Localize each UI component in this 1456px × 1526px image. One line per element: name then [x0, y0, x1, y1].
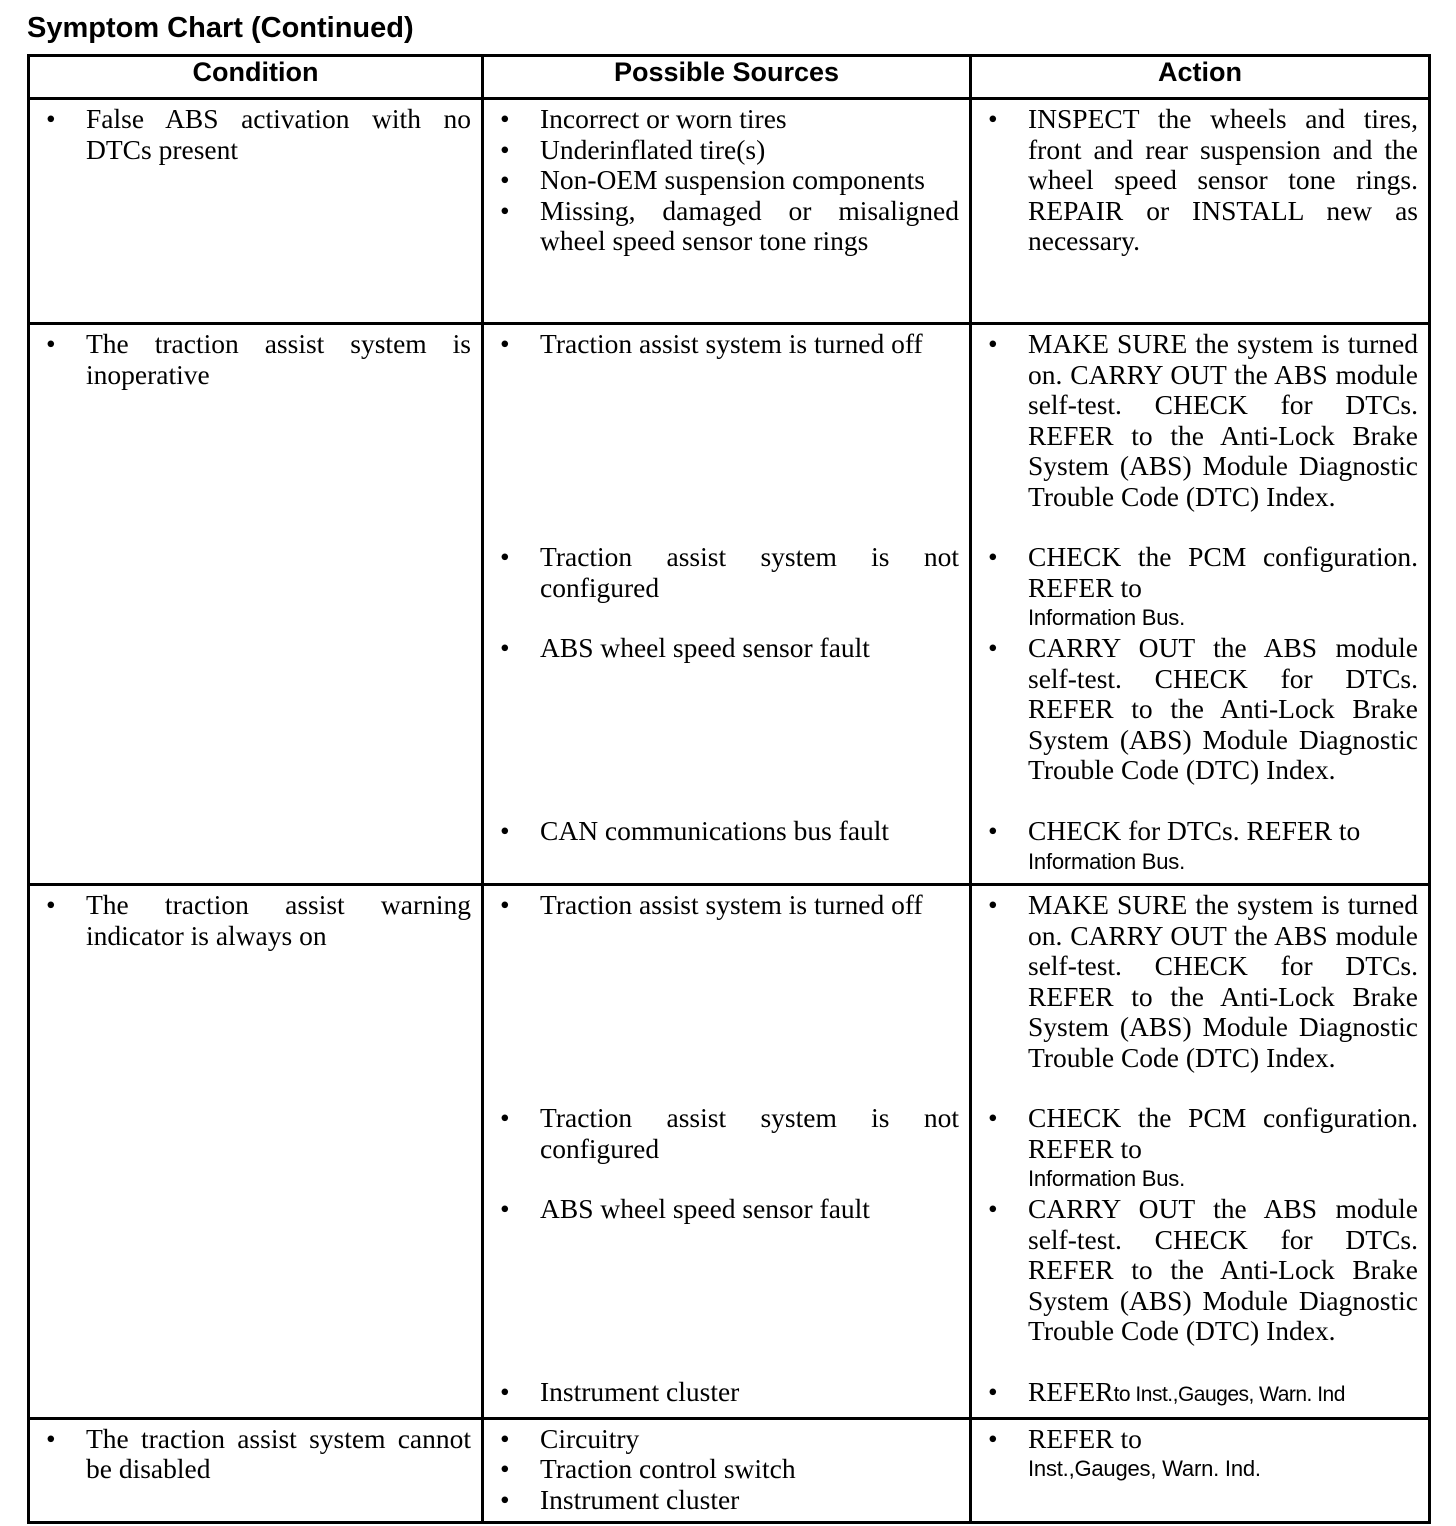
- bullet: •: [500, 1193, 510, 1224]
- bullet: •: [46, 889, 56, 920]
- bullet: •: [988, 541, 998, 572]
- condition-cell: [29, 1418, 483, 1523]
- header-action: Action: [971, 56, 1430, 99]
- bullet: •: [988, 1376, 998, 1407]
- bullet: •: [988, 1193, 998, 1224]
- bullet: •: [500, 164, 510, 195]
- bullet: •: [988, 889, 998, 920]
- source-text: Instrument cluster: [540, 1483, 740, 1515]
- action-text: INSPECT the wheels and tires, front and rear suspension and the wheel speed sensor tone rings. REPAIR or INSTALL new as necessary.: [1028, 103, 1418, 256]
- table-row: [29, 1418, 1430, 1523]
- action-reference-link[interactable]: Inst.,Gauges, Warn. Ind.: [1028, 1456, 1261, 1481]
- bullet: •: [500, 632, 510, 663]
- bullet: •: [500, 1422, 510, 1454]
- source-text: Traction control switch: [540, 1453, 796, 1484]
- bullet: •: [988, 632, 998, 663]
- condition-text: False ABS activation with no DTCs present: [86, 103, 471, 165]
- action-text: CHECK the PCM configuration. REFER to: [1028, 1102, 1418, 1164]
- sources-cell: [483, 99, 971, 324]
- table-row: [29, 885, 1430, 1419]
- action-cell: [971, 99, 1430, 324]
- source-text: Incorrect or worn tires: [540, 103, 787, 134]
- action-text: REFER: [1028, 1376, 1114, 1407]
- bullet: •: [500, 103, 510, 134]
- source-text: Traction assist system is turned off: [540, 328, 923, 359]
- source-text: Underinflated tire(s): [540, 133, 766, 165]
- condition-cell: [29, 885, 483, 1419]
- condition-text: The traction assist system is inoperative: [86, 328, 471, 390]
- source-text: Instrument cluster: [540, 1376, 740, 1407]
- source-text: ABS wheel speed sensor fault: [540, 632, 870, 663]
- bullet: •: [988, 815, 998, 846]
- condition-cell: [29, 99, 483, 324]
- bullet: •: [500, 541, 510, 572]
- action-text: REFER to: [1028, 1422, 1142, 1454]
- bullet: •: [46, 328, 56, 359]
- condition-cell: [29, 324, 483, 885]
- source-text: Traction assist system is not configured: [540, 541, 959, 603]
- bullet: •: [500, 815, 510, 846]
- header-possible-sources: Possible Sources: [483, 56, 971, 99]
- action-text: MAKE SURE the system is turned on. CARRY OUT the ABS module self-test. CHECK for DTCs. REFER to the Anti-Lock Brake System (ABS) Module Diagnostic Trouble Code (DTC) Index.: [1028, 328, 1418, 512]
- action-cell: [971, 1418, 1430, 1523]
- action-text: MAKE SURE the system is turned on. CARRY OUT the ABS module self-test. CHECK for DTCs. REFER to the Anti-Lock Brake System (ABS) Module Diagnostic Trouble Code (DTC) Index.: [1028, 889, 1418, 1073]
- condition-text: The traction assist warning indicator is always on: [86, 889, 471, 951]
- header-row: [29, 56, 1430, 99]
- page-title: Symptom Chart (Continued): [27, 12, 414, 44]
- bullet: •: [988, 1102, 998, 1133]
- action-text: CHECK the PCM configuration. REFER to: [1028, 541, 1418, 603]
- action-text: CARRY OUT the ABS module self-test. CHECK for DTCs. REFER to the Anti-Lock Brake System (ABS) Module Diagnostic Trouble Code (DTC) Index.: [1028, 1193, 1418, 1346]
- action-reference-link[interactable]: Information Bus.: [1028, 1166, 1185, 1191]
- bullet: •: [500, 889, 510, 920]
- source-text: Circuitry: [540, 1422, 640, 1454]
- sources-cell: [483, 324, 971, 885]
- action-cell: [971, 324, 1430, 885]
- action-text: CARRY OUT the ABS module self-test. CHECK for DTCs. REFER to the Anti-Lock Brake System (ABS) Module Diagnostic Trouble Code (DTC) Index.: [1028, 632, 1418, 785]
- source-text: Missing, damaged or misaligned wheel speed sensor tone rings: [540, 194, 959, 256]
- bullet: •: [500, 194, 510, 226]
- action-reference-link[interactable]: to Inst.,Gauges, Warn. Ind: [1113, 1383, 1345, 1406]
- bullet: •: [988, 103, 998, 134]
- header-condition: Condition: [29, 56, 483, 99]
- bullet: •: [500, 133, 510, 165]
- action-reference-link[interactable]: Information Bus.: [1028, 848, 1185, 874]
- bullet: •: [500, 1483, 510, 1515]
- action-cell: [971, 885, 1430, 1419]
- source-text: Non-OEM suspension components: [540, 164, 925, 195]
- source-text: Traction assist system is not configured: [540, 1102, 959, 1164]
- bullet: •: [500, 1453, 510, 1484]
- symptom-chart-table: [27, 54, 1431, 1524]
- bullet: •: [988, 1422, 998, 1454]
- bullet: •: [46, 103, 56, 134]
- bullet: •: [500, 328, 510, 359]
- bullet: •: [500, 1102, 510, 1133]
- table-row: [29, 324, 1430, 885]
- source-text: CAN communications bus fault: [540, 815, 890, 846]
- source-text: ABS wheel speed sensor fault: [540, 1193, 870, 1224]
- bullet: •: [46, 1422, 56, 1454]
- condition-text: The traction assist system cannot be disabled: [86, 1422, 471, 1484]
- bullet: •: [500, 1376, 510, 1407]
- action-reference-link[interactable]: Information Bus.: [1028, 605, 1185, 630]
- sources-cell: [483, 885, 971, 1419]
- action-text: CHECK for DTCs. REFER to: [1028, 815, 1361, 846]
- table-row: [29, 99, 1430, 324]
- source-text: Traction assist system is turned off: [540, 889, 923, 920]
- sources-cell: [483, 1418, 971, 1523]
- bullet: •: [988, 328, 998, 359]
